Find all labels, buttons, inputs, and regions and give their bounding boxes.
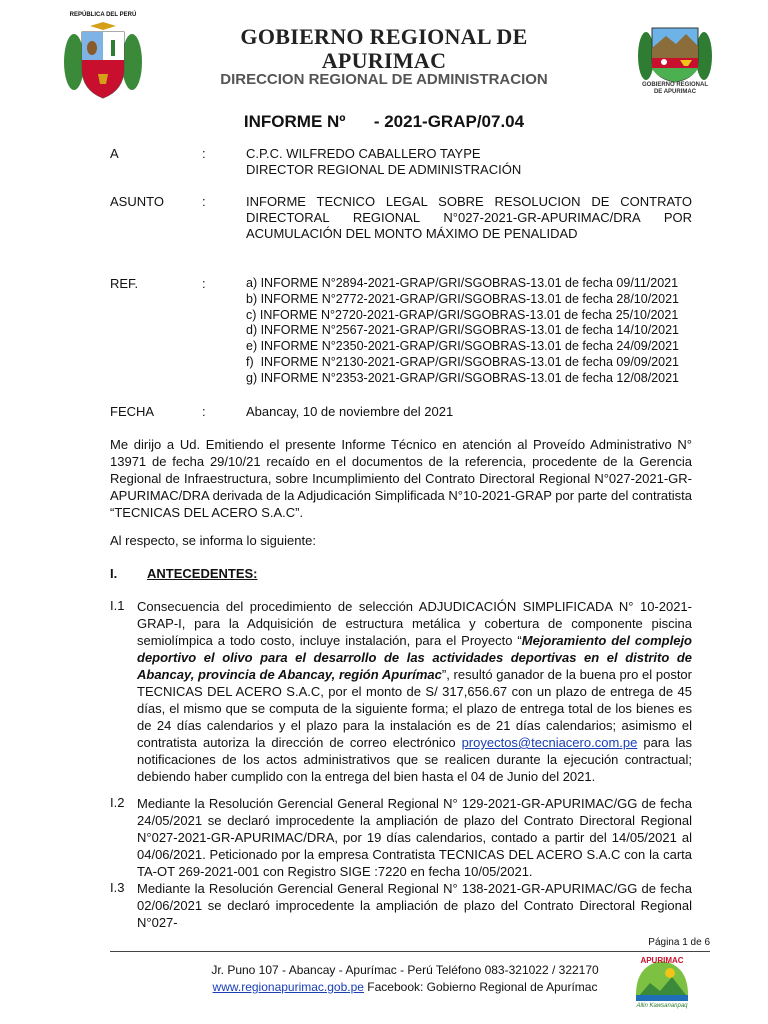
website-link[interactable]: www.regionapurimac.gob.pe [212,980,364,994]
asunto-line-2: DIRECTORAL REGIONAL N°027-2021-GR-APURIMAC/DRA POR [246,210,692,225]
p1-project-name: Mejoramiento del complejo deportivo el olivo para el desarrollo de las actividades deportivas en el distrito de Abancay, provincia de Abancay, región Apurímac [137,633,692,682]
paragraph-1 [137,598,692,785]
org-subtitle: DIRECCION REGIONAL DE ADMINISTRACION [220,71,548,88]
asunto-line-1: INFORME TECNICO LEGAL SOBRE RESOLUCION DE CONTRATO [246,194,692,209]
logo-caption-line2: DE APURIMAC [653,89,697,95]
a-label: A [110,146,119,161]
ref-item: g) INFORME N°2353-2021-GRAP/GRI/SGOBRAS-13.01 de fecha 12/08/2021 [246,370,679,385]
p3-number: I.3 [110,880,125,895]
p1-text-b: ”, resultó ganador de la buena pro el postor TECNICAS DEL ACERO S.A.C, por el monto de S/ 317,656.67 con un plazo de entrega de 45 días, el mismo que se computa de la siguiente forma; el plazo de entrega total de los bienes es de 24 días calendarios y el plazo para la instalación es de 21 días calendarios; asimismo el contratista autoriza la dirección de correo electrónico [137,667,692,750]
p1-text-c: para las notificaciones de los actos administrativos que se realicen durante la ejecución contractual; debiendo haber cumplido con la entrega del bien hasta el 04 de Junio del 2021. [137,735,692,784]
respecto-text: Al respecto, se informa lo siguiente: [110,533,316,548]
p2-number: I.2 [110,795,125,810]
ref-item: a) INFORME N°2894-2021-GRAP/GRI/SGOBRAS-13.01 de fecha 09/11/2021 [246,276,679,290]
org-title-line1: GOBIERNO REGIONAL DE [240,24,528,49]
paragraph-2: Mediante la Resolución Gerencial General Regional N° 129-2021-GR-APURIMAC/GG de fecha 24/05/2021 se declaró improcedente la ampliación de plazo del Contrato Directoral Regional N°027-2021-GR-APURIMAC/DRA, por 19 días calendarios, contado a partir del 14/05/2021 al 04/06/2021. Peticionado por la empresa Contratista TECNICAS DEL ACERO S.A.C con la carta TA-OT 269-2021-001 con Registro SIGE :7220 en fecha 10/05/2021. [137,796,692,879]
p1-email-link[interactable]: proyectos@tecniacero.com.pe [461,735,638,750]
ref-item: e) INFORME N°2350-2021-GRAP/GRI/SGOBRAS-13.01 de fecha 24/09/2021 [246,339,679,354]
asunto-line-3: ACUMULACIÓN DEL MONTO MÁXIMO DE PENALIDAD [246,226,578,241]
badge-subtitle: Allin Kawsananpaq [636,1003,688,1009]
paragraph-3: Mediante la Resolución Gerencial General Regional N° 138-2021-GR-APURIMAC/GG de fecha 02/06/2021 se declaró improcedente la ampliación de plazo del Contrato Directoral Regional N°027- [137,881,692,930]
fecha-label: FECHA [110,404,155,419]
asunto-colon: : [202,194,206,209]
ref-colon: : [202,276,206,291]
footer-web-line [210,979,600,996]
shield-caption: REPÚBLICA DEL PERÚ [69,12,137,18]
informe-title: INFORME Nº - 2021-GRAP/07.04 [243,112,525,131]
a-line-1: C.P.C. WILFREDO CABALLERO TAYPE [246,146,481,161]
p1-text-a: Consecuencia del procedimiento de selección ADJUDICACIÓN SIMPLIFICADA N° 10-2021-GRAP-I, para la Adquisición de estructura metálica y cobertura de componente piscina semiolímpica a todo costo, incluye instalación, para el Proyecto “ [137,599,692,648]
ref-label: REF. [110,276,139,291]
intro-paragraph: Me dirijo a Ud. Emitiendo el presente Informe Técnico en atención al Proveído Administrativo N° 13971 de fecha 29/10/21 recaído en el documentos de la referencia, procedente de la Gerencia Regional de Infraestructura, sobre Incumplimiento del Contrato Directoral Regional N°027-2021-GR-APURIMAC/DRA derivada de la Adjudicación Simplificada N°10-2021-GRAP por parte del contratista “TECNICAS DEL ACERO S.A.C”. [110,437,692,520]
asunto-label: ASUNTO [110,194,164,209]
p1-number: I.1 [110,598,125,613]
badge-title: APURIMAC [640,956,684,965]
ref-item: c) INFORME N°2720-2021-GRAP/GRI/SGOBRAS-13.01 de fecha 25/10/2021 [246,307,679,322]
org-title-line2: APURIMAC [321,48,447,73]
section-number: I. [110,566,118,581]
fecha-colon: : [202,404,206,419]
fecha-value: Abancay, 10 de noviembre del 2021 [246,404,454,419]
ref-item: b) INFORME N°2772-2021-GRAP/GRI/SGOBRAS-13.01 de fecha 28/10/2021 [246,291,679,306]
ref-item: d) INFORME N°2567-2021-GRAP/GRI/SGOBRAS-13.01 de fecha 14/10/2021 [246,323,679,338]
section-title: ANTECEDENTES: [147,566,258,581]
footer-divider [110,951,710,952]
footer-address: Jr. Puno 107 - Abancay - Apurímac - Perú Teléfono 083-321022 / 322170 [211,963,599,977]
facebook-text: Facebook: Gobierno Regional de Apurímac [363,980,598,994]
logo-caption-line1: GOBIERNO REGIONAL [641,82,708,88]
ref-list [246,276,692,387]
a-colon: : [202,146,206,161]
page-number: Página 1 de 6 [648,937,710,948]
a-line-2: DIRECTOR REGIONAL DE ADMINISTRACIÓN [246,162,522,177]
ref-item: f) INFORME N°2130-2021-GRAP/GRI/SGOBRAS-13.01 de fecha 09/09/2021 [246,354,679,369]
